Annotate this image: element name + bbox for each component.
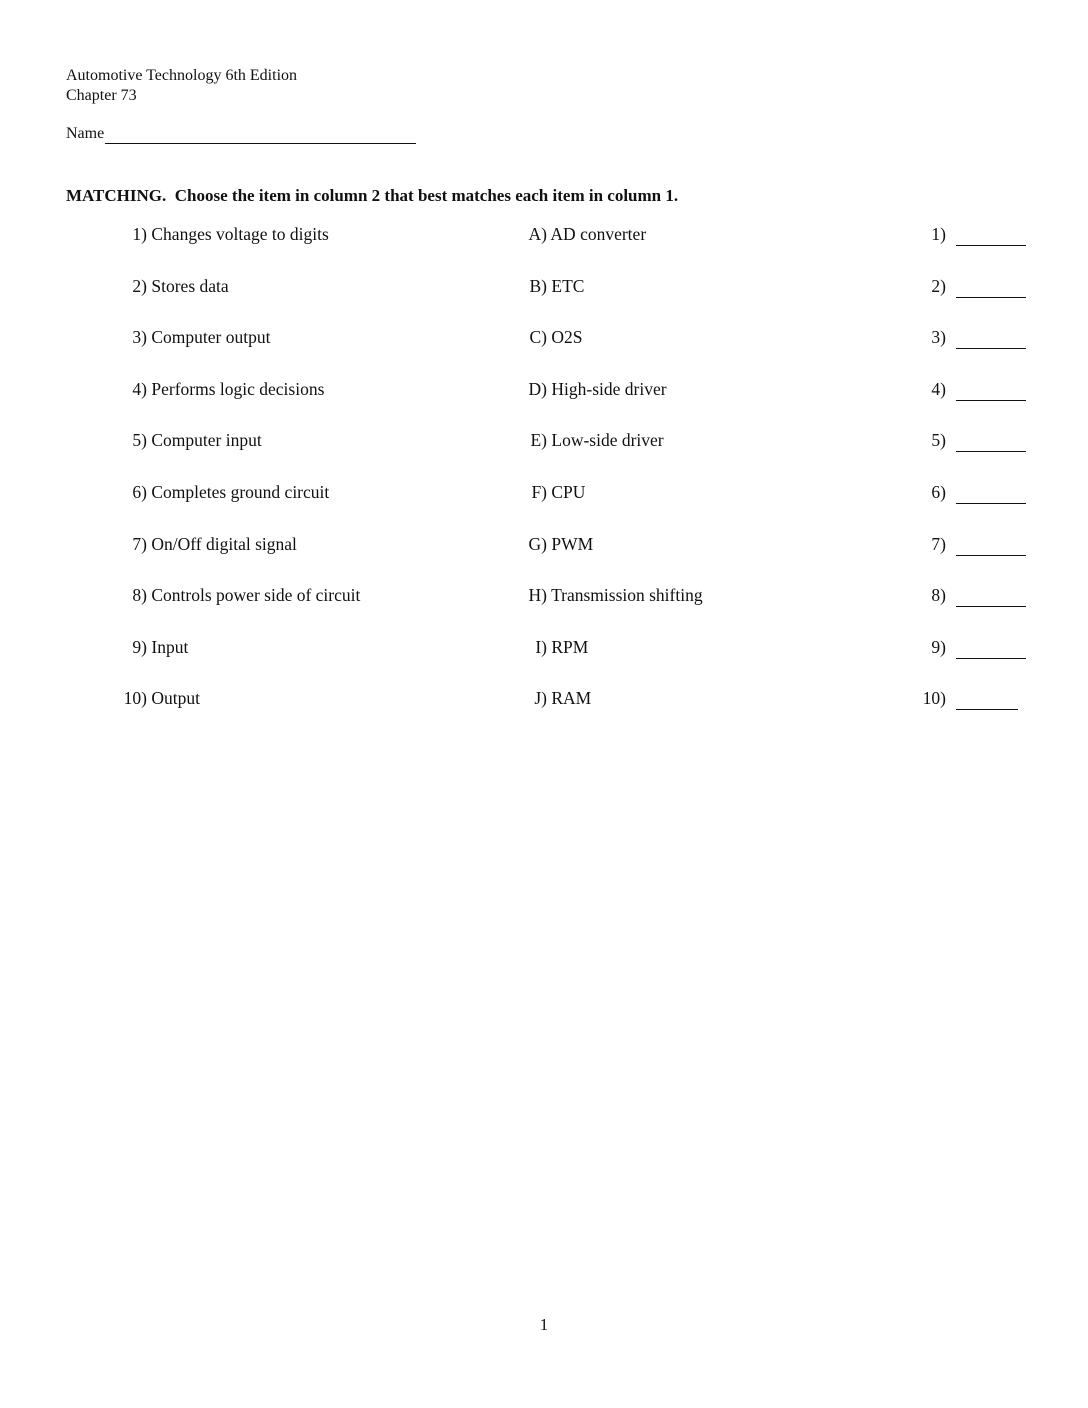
item-number: 6) <box>132 481 147 502</box>
item-term: On/Off digital signal <box>151 533 297 554</box>
answer-blank-line[interactable] <box>956 379 1026 401</box>
column1-item <box>117 274 229 298</box>
column2-item <box>510 428 664 452</box>
answer-slot <box>900 532 1026 556</box>
column2-item <box>510 532 593 556</box>
name-label: Name <box>66 125 105 142</box>
column1-item <box>117 583 360 607</box>
chapter-label: Chapter 73 <box>66 87 137 104</box>
answer-number: 1) <box>931 224 946 244</box>
matching-instructions: MATCHING. Choose the item in column 2 that best matches each item in column 1. <box>66 186 679 205</box>
answer-blank-line[interactable] <box>956 482 1026 504</box>
item-term: Performs logic decisions <box>151 378 325 399</box>
column2-item <box>510 480 585 504</box>
column2-item <box>510 377 667 401</box>
match-text: AD converter <box>550 224 647 244</box>
answer-slot <box>900 686 1018 710</box>
answer-slot <box>900 428 1026 452</box>
item-number: 2) <box>132 275 147 296</box>
column1-item <box>117 532 297 556</box>
item-number: 7) <box>132 533 147 554</box>
matching-row <box>0 377 1088 429</box>
match-text: Transmission shifting <box>551 585 703 606</box>
answer-number: 6) <box>931 481 946 502</box>
match-text: O2S <box>551 327 583 348</box>
answer-slot <box>900 222 1026 246</box>
item-number: 10) <box>123 688 147 709</box>
name-blank-line[interactable] <box>105 124 416 144</box>
item-number: 1) <box>132 224 147 244</box>
matching-list <box>0 222 1088 738</box>
matching-row <box>0 325 1088 377</box>
matching-row <box>0 635 1088 687</box>
item-term: Computer input <box>151 430 262 451</box>
match-letter: C) <box>529 327 547 348</box>
answer-number: 8) <box>931 585 946 606</box>
column2-item <box>510 274 584 298</box>
answer-blank-line[interactable] <box>956 688 1018 710</box>
match-text: High-side driver <box>551 378 667 399</box>
match-text: ETC <box>551 275 585 296</box>
answer-slot <box>900 274 1026 298</box>
answer-blank-line[interactable] <box>956 637 1026 659</box>
column1-item <box>117 635 188 659</box>
matching-row <box>0 532 1088 584</box>
matching-row <box>0 480 1088 532</box>
matching-row <box>0 274 1088 326</box>
page-number: 1 <box>539 1315 549 1334</box>
column2-item <box>510 325 583 349</box>
item-term: Output <box>151 688 200 709</box>
match-text: RPM <box>551 636 589 657</box>
answer-slot <box>900 480 1026 504</box>
item-term: Completes ground circuit <box>151 481 330 502</box>
match-text: CPU <box>551 481 586 502</box>
match-letter: G) <box>528 533 547 554</box>
answer-blank-line[interactable] <box>956 224 1026 246</box>
answer-blank-line[interactable] <box>956 534 1026 556</box>
column2-item <box>510 635 588 659</box>
column1-item <box>117 480 329 504</box>
match-letter: J) <box>534 688 547 709</box>
item-number: 9) <box>132 636 147 657</box>
item-term: Computer output <box>151 327 271 348</box>
item-term: Changes voltage to digits <box>151 224 329 244</box>
column2-item <box>510 583 703 607</box>
column1-item <box>117 377 324 401</box>
match-text: Low-side driver <box>551 430 664 451</box>
answer-number: 7) <box>931 533 946 554</box>
item-number: 4) <box>132 378 147 399</box>
item-term: Stores data <box>151 275 229 296</box>
answer-slot <box>900 583 1026 607</box>
column1-item <box>117 222 329 246</box>
answer-blank-line[interactable] <box>956 327 1026 349</box>
answer-number: 5) <box>931 430 946 451</box>
answer-slot <box>900 377 1026 401</box>
item-term: Input <box>151 636 189 657</box>
matching-row <box>0 428 1088 480</box>
answer-number: 9) <box>931 636 946 657</box>
answer-blank-line[interactable] <box>956 430 1026 452</box>
match-letter: I) <box>535 636 547 657</box>
answer-blank-line[interactable] <box>956 276 1026 298</box>
answer-slot <box>900 325 1026 349</box>
column2-item <box>510 222 646 246</box>
match-letter: A) <box>528 224 547 244</box>
matching-row <box>0 583 1088 635</box>
match-letter: H) <box>528 585 547 606</box>
column2-item <box>510 686 591 710</box>
answer-number: 4) <box>931 378 946 399</box>
match-letter: D) <box>528 378 547 399</box>
match-text: PWM <box>551 533 594 554</box>
item-term: Controls power side of circuit <box>151 585 361 606</box>
name-field-row <box>66 124 416 144</box>
answer-number: 2) <box>931 275 946 296</box>
column1-item <box>117 428 262 452</box>
answer-blank-line[interactable] <box>956 585 1026 607</box>
column1-item <box>117 686 200 710</box>
answer-number: 3) <box>931 327 946 348</box>
item-number: 8) <box>132 585 147 606</box>
answer-number: 10) <box>922 688 946 709</box>
matching-row <box>0 686 1088 738</box>
match-letter: F) <box>531 481 547 502</box>
answer-slot <box>900 635 1026 659</box>
match-text: RAM <box>551 688 592 709</box>
match-letter: E) <box>530 430 547 451</box>
column1-item <box>117 325 270 349</box>
item-number: 3) <box>132 327 147 348</box>
book-title: Automotive Technology 6th Edition <box>66 67 298 84</box>
matching-row <box>0 222 1088 274</box>
item-number: 5) <box>132 430 147 451</box>
match-letter: B) <box>529 275 547 296</box>
